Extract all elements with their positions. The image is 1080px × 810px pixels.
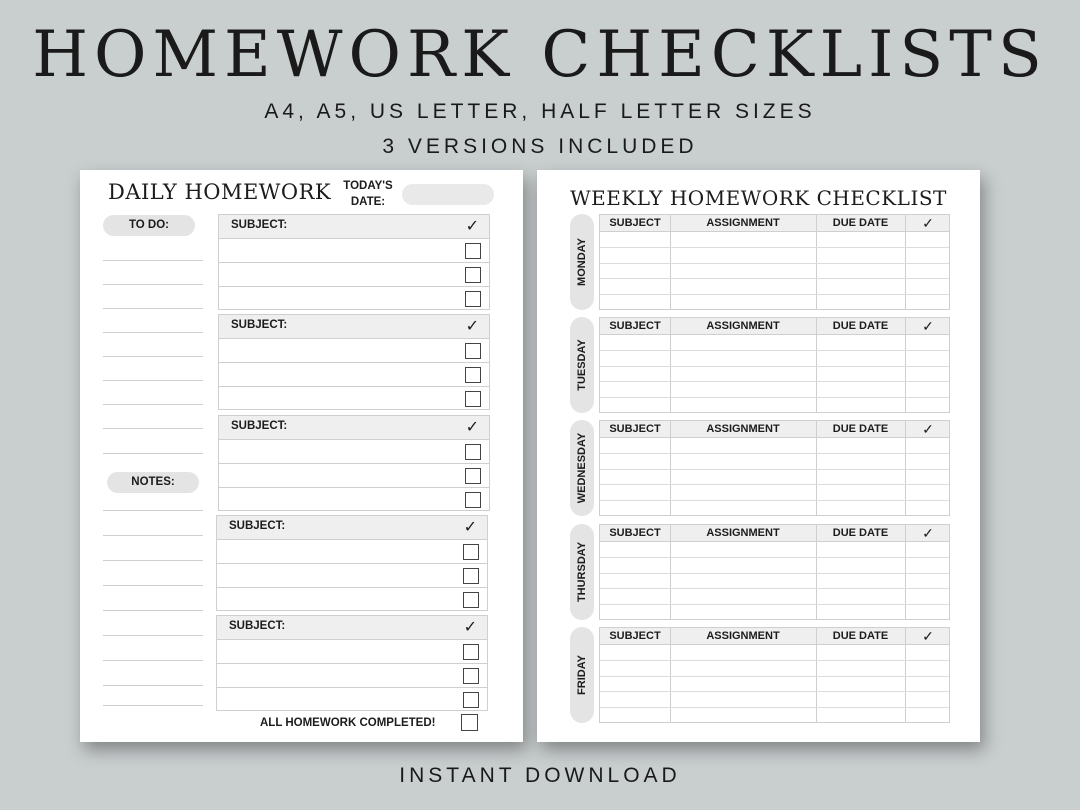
subject-label: SUBJECT:: [231, 319, 288, 331]
column-header: DUE DATE: [832, 630, 889, 642]
row-divider: [600, 469, 949, 470]
notes-label: NOTES:: [107, 472, 199, 493]
day-label-pill: [570, 524, 594, 620]
notes-line[interactable]: [103, 560, 203, 561]
check-mark-icon: ✓: [465, 419, 479, 436]
subject-row[interactable]: [217, 640, 487, 664]
todo-line[interactable]: [103, 404, 203, 405]
row-divider: [600, 604, 949, 605]
task-checkbox[interactable]: [465, 367, 481, 383]
page-title: HOMEWORK CHECKLISTS: [32, 18, 1048, 92]
day-label-pill: [570, 420, 594, 516]
row-divider: [600, 691, 949, 692]
footer-text: INSTANT DOWNLOAD: [399, 764, 681, 787]
check-mark-icon: ✓: [463, 519, 477, 536]
subject-row[interactable]: [219, 488, 489, 512]
day-label-pill: [570, 317, 594, 413]
check-mark-icon: ✓: [463, 619, 477, 636]
check-column-icon: ✓: [922, 525, 934, 541]
row-divider: [600, 453, 949, 454]
day-label-pill: [570, 627, 594, 723]
subject-label: SUBJECT:: [231, 420, 288, 432]
column-header: DUE DATE: [832, 217, 889, 229]
notes-line[interactable]: [103, 585, 203, 586]
row-divider: [600, 500, 949, 501]
column-header: DUE DATE: [832, 423, 889, 435]
day-label: THURSDAY: [576, 541, 588, 603]
column-header: SUBJECT: [609, 320, 661, 332]
todo-line[interactable]: [103, 428, 203, 429]
subject-label: SUBJECT:: [231, 219, 288, 231]
weekly-table-header: [600, 421, 949, 438]
subject-row[interactable]: [219, 287, 489, 311]
row-divider: [600, 278, 949, 279]
row-divider: [600, 588, 949, 589]
todo-line[interactable]: [103, 308, 203, 309]
column-header: ASSIGNMENT: [706, 320, 780, 332]
day-label: MONDAY: [576, 238, 588, 286]
daily-homework-page: [80, 170, 523, 742]
column-header: SUBJECT: [609, 630, 661, 642]
subject-header: [219, 215, 489, 239]
row-divider: [600, 247, 949, 248]
weekly-table-header: [600, 628, 949, 645]
task-checkbox[interactable]: [463, 568, 479, 584]
notes-line[interactable]: [103, 705, 203, 706]
notes-line[interactable]: [103, 685, 203, 686]
task-checkbox[interactable]: [463, 668, 479, 684]
subject-header: [219, 315, 489, 339]
task-checkbox[interactable]: [463, 644, 479, 660]
task-checkbox[interactable]: [465, 291, 481, 307]
subject-label: SUBJECT:: [229, 520, 286, 532]
subject-row[interactable]: [219, 440, 489, 464]
subject-row[interactable]: [219, 387, 489, 411]
subject-header: [217, 616, 487, 640]
weekly-table: [599, 627, 950, 723]
check-column-icon: ✓: [922, 318, 934, 334]
column-header: SUBJECT: [609, 217, 661, 229]
subject-row[interactable]: [219, 339, 489, 363]
all-done-checkbox[interactable]: [461, 714, 478, 731]
weekly-table-header: [600, 318, 949, 335]
column-header: ASSIGNMENT: [706, 423, 780, 435]
row-divider: [600, 707, 949, 708]
check-column-icon: ✓: [922, 628, 934, 644]
day-label: TUESDAY: [576, 339, 588, 391]
task-checkbox[interactable]: [465, 267, 481, 283]
subject-block: [216, 515, 488, 611]
versions-subtitle: 3 VERSIONS INCLUDED: [382, 135, 698, 158]
check-mark-icon: ✓: [465, 318, 479, 335]
task-checkbox[interactable]: [465, 343, 481, 359]
task-checkbox[interactable]: [465, 468, 481, 484]
row-divider: [600, 366, 949, 367]
check-column-icon: ✓: [922, 421, 934, 437]
notes-line[interactable]: [103, 510, 203, 511]
task-checkbox[interactable]: [465, 391, 481, 407]
task-checkbox[interactable]: [463, 592, 479, 608]
notes-line[interactable]: [103, 660, 203, 661]
subject-block: [218, 214, 490, 310]
day-label-pill: [570, 214, 594, 310]
subject-row[interactable]: [219, 239, 489, 263]
weekly-title: WEEKLY HOMEWORK CHECKLIST: [570, 186, 947, 210]
weekly-table-header: [600, 215, 949, 232]
date-field[interactable]: [402, 184, 494, 205]
task-checkbox[interactable]: [465, 444, 481, 460]
column-header: ASSIGNMENT: [706, 630, 780, 642]
row-divider: [600, 660, 949, 661]
column-header: SUBJECT: [609, 423, 661, 435]
check-mark-icon: ✓: [465, 218, 479, 235]
subject-row[interactable]: [217, 540, 487, 564]
todo-line[interactable]: [103, 356, 203, 357]
date-label: TODAY'S DATE:: [343, 180, 393, 208]
notes-line[interactable]: [103, 635, 203, 636]
subject-row[interactable]: [217, 688, 487, 712]
weekly-table: [599, 420, 950, 516]
row-divider: [600, 676, 949, 677]
todo-line[interactable]: [103, 380, 203, 381]
todo-line[interactable]: [103, 260, 203, 261]
weekly-table: [599, 214, 950, 310]
subject-label: SUBJECT:: [229, 620, 286, 632]
task-checkbox[interactable]: [465, 243, 481, 259]
daily-title: DAILY HOMEWORK: [108, 180, 332, 204]
weekly-table-header: [600, 525, 949, 542]
weekly-table: [599, 524, 950, 620]
todo-line[interactable]: [103, 332, 203, 333]
row-divider: [600, 263, 949, 264]
day-label: FRIDAY: [576, 655, 588, 695]
todo-line[interactable]: [103, 284, 203, 285]
row-divider: [600, 294, 949, 295]
subject-block: [218, 314, 490, 410]
weekly-homework-page: [537, 170, 980, 742]
subject-row[interactable]: [217, 664, 487, 688]
row-divider: [600, 350, 949, 351]
row-divider: [600, 573, 949, 574]
task-checkbox[interactable]: [463, 544, 479, 560]
subject-row[interactable]: [217, 588, 487, 612]
all-done-label: ALL HOMEWORK COMPLETED!: [260, 717, 436, 729]
subject-row[interactable]: [219, 363, 489, 387]
column-header: ASSIGNMENT: [706, 527, 780, 539]
subject-row[interactable]: [219, 263, 489, 287]
weekly-table: [599, 317, 950, 413]
column-header: DUE DATE: [832, 320, 889, 332]
column-header: SUBJECT: [609, 527, 661, 539]
row-divider: [600, 557, 949, 558]
task-checkbox[interactable]: [465, 492, 481, 508]
column-header: DUE DATE: [832, 527, 889, 539]
row-divider: [600, 381, 949, 382]
subject-header: [217, 516, 487, 540]
subject-header: [219, 416, 489, 440]
subject-row[interactable]: [217, 564, 487, 588]
row-divider: [600, 397, 949, 398]
column-header: ASSIGNMENT: [706, 217, 780, 229]
check-column-icon: ✓: [922, 215, 934, 231]
sizes-subtitle: A4, A5, US LETTER, HALF LETTER SIZES: [264, 100, 816, 123]
todo-label: TO DO:: [103, 215, 195, 236]
subject-row[interactable]: [219, 464, 489, 488]
row-divider: [600, 484, 949, 485]
day-label: WEDNESDAY: [576, 432, 588, 504]
task-checkbox[interactable]: [463, 692, 479, 708]
notes-line[interactable]: [103, 610, 203, 611]
todo-line[interactable]: [103, 453, 203, 454]
subject-block: [216, 615, 488, 711]
notes-line[interactable]: [103, 535, 203, 536]
subject-block: [218, 415, 490, 511]
